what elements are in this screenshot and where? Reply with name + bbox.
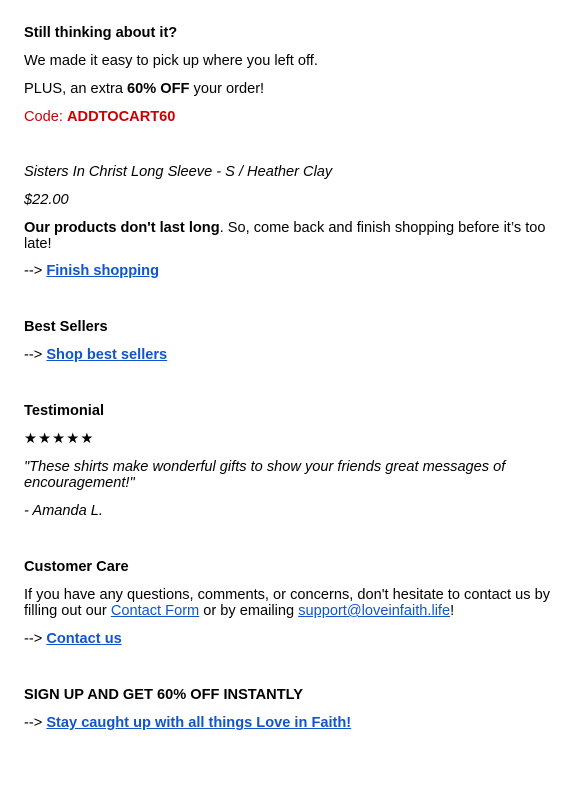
support-email-link[interactable]: support@loveinfaith.life [298,603,451,619]
discount-prefix: PLUS, an extra [24,81,128,97]
care-text-before: If you have any questions, comments, or concerns, don't hesitate to contact us by filling out our [24,587,551,619]
customer-care-text [24,587,556,619]
best-sellers-heading: Best Sellers [24,319,108,335]
rating-stars: ★★★★★ [24,431,95,447]
testimonial-author: - Amanda L. [24,503,103,519]
best-sellers-line [24,347,556,363]
intro-line: We made it easy to pick up where you left off. [24,53,318,69]
urgency-text: . So, come back and finish shopping before it’s too late! [24,220,546,252]
finish-shopping-line [24,263,556,279]
product-price: $22.00 [24,192,69,208]
discount-line [24,81,556,97]
promo-code-value: ADDTOCART60 [67,109,176,125]
arrow-text: --> [24,263,43,279]
urgency-line [24,220,556,252]
contact-us-link[interactable]: Contact us [46,631,122,647]
intro-heading: Still thinking about it? [24,25,178,41]
finish-shopping-link[interactable]: Finish shopping [46,263,159,279]
contact-us-line [24,631,556,647]
discount-amount: 60% OFF [127,81,190,97]
care-text-after: ! [450,603,455,619]
signup-heading: SIGN UP AND GET 60% OFF INSTANTLY [24,687,303,703]
signup-line [24,715,556,731]
promo-code-line [24,109,556,125]
testimonial-heading: Testimonial [24,403,105,419]
arrow-text: --> [24,347,43,363]
product-name: Sisters In Christ Long Sleeve - S / Heather Clay [24,164,333,180]
arrow-text: --> [24,631,43,647]
customer-care-heading: Customer Care [24,559,129,575]
testimonial-quote: "These shirts make wonderful gifts to show your friends great messages of encouragement!" [24,459,506,491]
promo-code-label: Code: [24,109,67,125]
urgency-bold: Our products don't last long [24,220,220,236]
care-text-middle: or by emailing [199,603,299,619]
contact-form-link[interactable]: Contact Form [110,603,200,619]
signup-link[interactable]: Stay caught up with all things Love in Faith! [46,715,352,731]
email-body [0,25,580,731]
discount-suffix: your order! [189,81,265,97]
arrow-text: --> [24,715,43,731]
shop-best-sellers-link[interactable]: Shop best sellers [46,347,168,363]
